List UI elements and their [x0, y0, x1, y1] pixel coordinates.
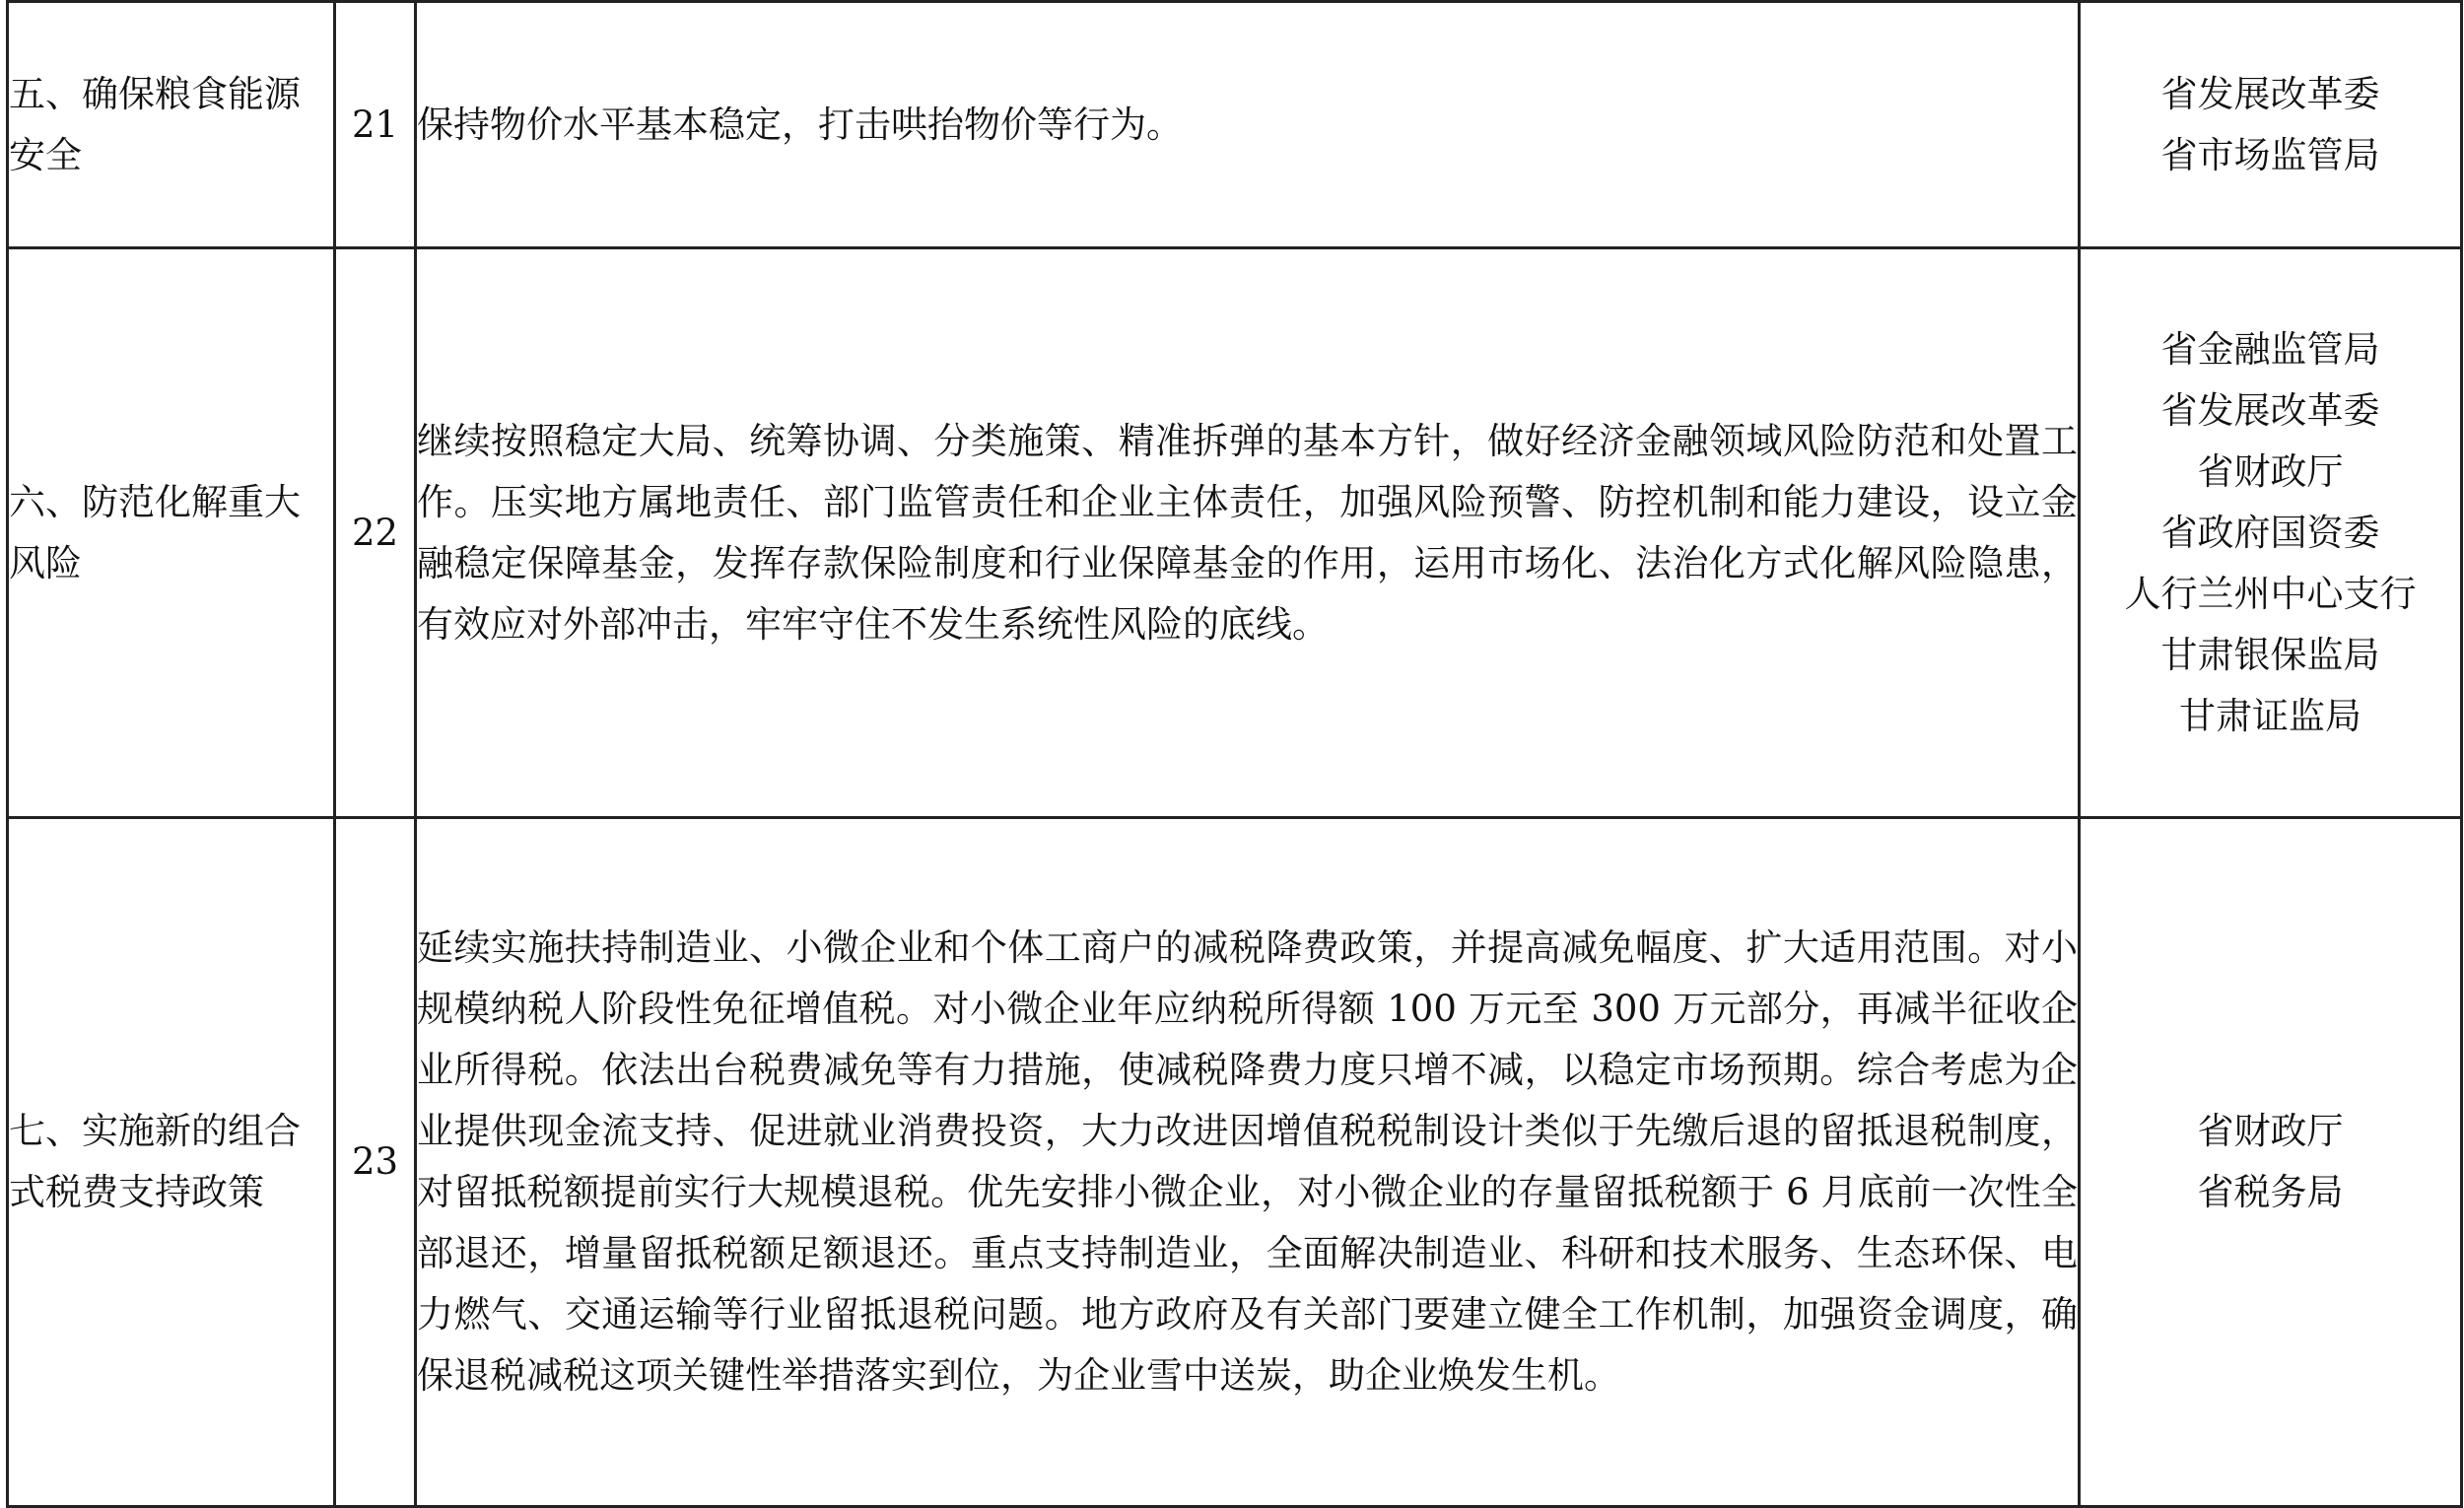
department-name: 省市场监管局: [2160, 133, 2380, 176]
item-number: 21: [351, 103, 399, 146]
item-number: 22: [351, 511, 399, 554]
department-name: 甘肃证监局: [2179, 694, 2361, 737]
department-cell: [2080, 2, 2462, 248]
department-name: 省政府国资委: [2160, 511, 2380, 554]
content-text: 延续实施扶持制造业、小微企业和个体工商户的减税降费政策，并提高减免幅度、扩大适用范围。对小规模纳税人阶段性免征增值税。对小微企业年应纳税所得额 100 万元至 300 万元部分，再减半征收企业所得税。依法出台税费减免等有力措施，使减税降费力度只增不减，以稳定市场预期。综合考虑为企业提供现金流支持、促进就业消费投资，大力改进因增值税税制设计类似于先缴后退的留抵退税制度，对留抵税额提前实行大规模退税。优先安排小微企业，对小微企业的存量留抵税额于 6 月底前一次性全部退还，增量留抵税额足额退还。重点支持制造业，全面解决制造业、科研和技术服务、生态环保、电力燃气、交通运输等行业留抵退税问题。地方政府及有关部门要建立健全工作机制，加强资金调度，确保退税减税这项关键性举措落实到位，为企业雪中送炭，助企业焕发生机。: [417, 926, 2078, 1397]
department-name: 省财政厅: [2197, 449, 2344, 493]
table-row: [8, 248, 2462, 818]
department-name: 省发展改革委: [2160, 388, 2380, 432]
category-text: 七、实施新的组合式税费支持政策: [9, 1110, 301, 1213]
category-cell: [8, 2, 335, 248]
content-text: 继续按照稳定大局、统筹协调、分类施策、精准拆弹的基本方针，做好经济金融领域风险防范和处置工作。压实地方属地责任、部门监管责任和企业主体责任，加强风险预警、防控机制和能力建设，设立金融稳定保障基金，发挥存款保险制度和行业保障基金的作用，运用市场化、法治化方式化解风险隐患，有效应对外部冲击，牢牢守住不发生系统性风险的底线。: [417, 419, 2078, 646]
content-cell: [416, 818, 2080, 1507]
department-name: 省税务局: [2197, 1171, 2344, 1213]
department-name: 省金融监管局: [2160, 327, 2380, 371]
category-text: 五、确保粮食能源安全: [9, 72, 301, 176]
policy-table: [6, 0, 2463, 1508]
category-text: 六、防范化解重大风险: [9, 480, 301, 584]
table-row: [8, 2, 2462, 248]
number-cell: [335, 2, 416, 248]
content-cell: [416, 2, 2080, 248]
content-cell: [416, 248, 2080, 818]
item-number: 23: [351, 1140, 399, 1183]
category-cell: [8, 818, 335, 1507]
department-name: 省财政厅: [2197, 1110, 2344, 1152]
department-cell: [2080, 248, 2462, 818]
table-row: [8, 818, 2462, 1507]
category-cell: [8, 248, 335, 818]
content-text: 保持物价水平基本稳定，打击哄抬物价等行为。: [417, 103, 1183, 146]
department-cell: [2080, 818, 2462, 1507]
department-name: 省发展改革委: [2160, 72, 2380, 115]
number-cell: [335, 818, 416, 1507]
department-name: 人行兰州中心支行: [2124, 572, 2417, 615]
number-cell: [335, 248, 416, 818]
department-name: 甘肃银保监局: [2160, 633, 2380, 676]
